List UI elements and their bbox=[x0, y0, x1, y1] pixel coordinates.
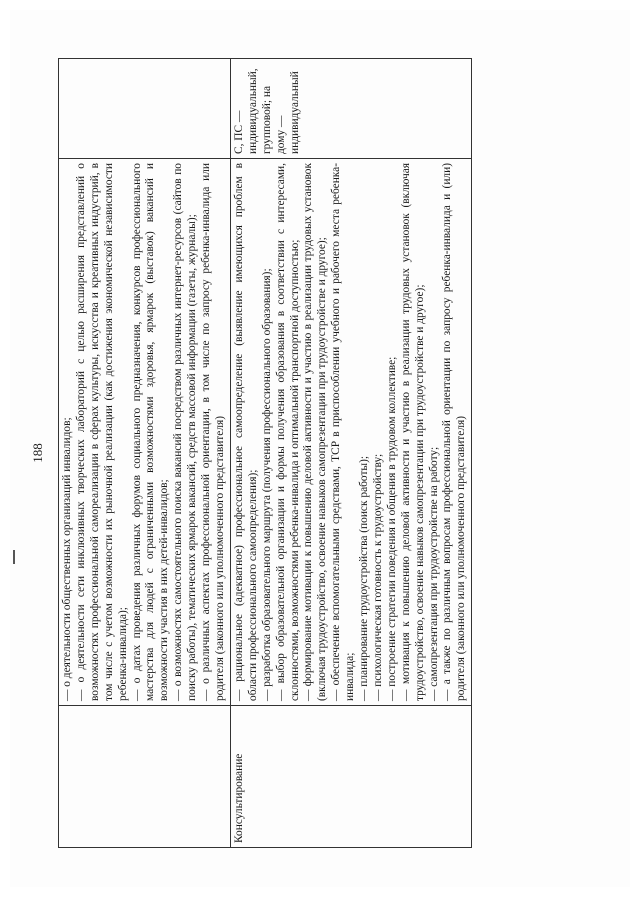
list-item: — построение стратегии поведения и общения в трудовом коллективе; bbox=[385, 356, 398, 701]
services-table bbox=[58, 58, 472, 848]
list-item: — формирование мотивации к повышению деловой активности и участию в реализации трудовых установок (включая трудоустройство, освоение навыков самопрезентации при трудоустройстве и другое); bbox=[302, 163, 329, 701]
row-content-cell bbox=[230, 159, 471, 706]
list-item: — самопрезентация при трудоустройстве на работу; bbox=[427, 446, 440, 701]
rotated-content bbox=[30, 58, 598, 848]
table-row bbox=[59, 59, 231, 848]
row-content-cell bbox=[59, 159, 231, 706]
list-item: — планирование трудоустройства (поиск работы); bbox=[358, 455, 371, 701]
list-item: — о датах проведения различных форумов социального предназначения, конкурсов профессионального мастерства для людей с ограниченными возможностями здоровья, ярмарок (выставок) вакансий и возможности участия в них детей-инвалидов; bbox=[130, 163, 171, 701]
list-item: — психологическая готовность к трудоустройству; bbox=[371, 453, 384, 701]
page-number: 188 bbox=[30, 443, 45, 463]
list-item: — о деятельности сети инклюзивных творческих лабораторий с целью расширения представлений о возможностях профессиональной самореализации в сферах культуры, искусства и креативных индустрий, в том числе с учетом возможности их рыночной реализации (как достижения экономической независимости ребенка-инвалида); bbox=[74, 163, 129, 701]
list-item: — рациональное (адекватное) профессиональное самоопределение (выявление имеющихся проблем в области профессионального самоопределения); bbox=[232, 163, 259, 701]
list-item: — о возможностях самостоятельного поиска вакансий посредством различных интернет-ресурсов (сайтов по поиску работы), тематических ярмарок вакансий, средств массовой информации (газеты, журналы); bbox=[172, 163, 199, 701]
document-page bbox=[10, 10, 630, 887]
table-row bbox=[230, 59, 471, 848]
scan-artifact bbox=[13, 550, 15, 564]
list-item: — о различных аспектах профессиональной ориентации, в том числе по запросу ребенка-инвалида или родителя (законного или уполномоченного представителя) bbox=[200, 163, 226, 701]
list-item: — а также по различным вопросам профессиональной ориентации по запросу ребенка-инвалида и (или) родителя (законного или уполномоченного представителя) bbox=[441, 163, 468, 701]
row-form-cell: С, ПС — индивидуальный, групповой; на дому — индивидуальный bbox=[230, 59, 471, 159]
list-item: — о деятельности общественных организаций инвалидов; bbox=[61, 417, 73, 701]
list-item: — разработка образовательного маршрута (получения профессионального образования); bbox=[260, 268, 273, 701]
list-item: — выбор образовательной организации и формы получения образования в соответствии с интересами, склонностями, возможностями ребенка-инвалида и оптимальной транспортной доступностью; bbox=[274, 163, 301, 701]
row-label-cell: Консультирование bbox=[230, 706, 471, 848]
row-label-cell bbox=[59, 706, 231, 848]
list-item: — обеспечение вспомогательными средствами, ТСР в приспособлении учебного и рабочего места ребенка-инвалида; bbox=[330, 163, 357, 701]
row-form-cell bbox=[59, 59, 231, 159]
list-item: — мотивация к повышению деловой активности и участию в реализации трудовых установок (включая трудоустройство, освоение навыков самопрезентации при трудоустройстве и другое); bbox=[399, 163, 426, 701]
